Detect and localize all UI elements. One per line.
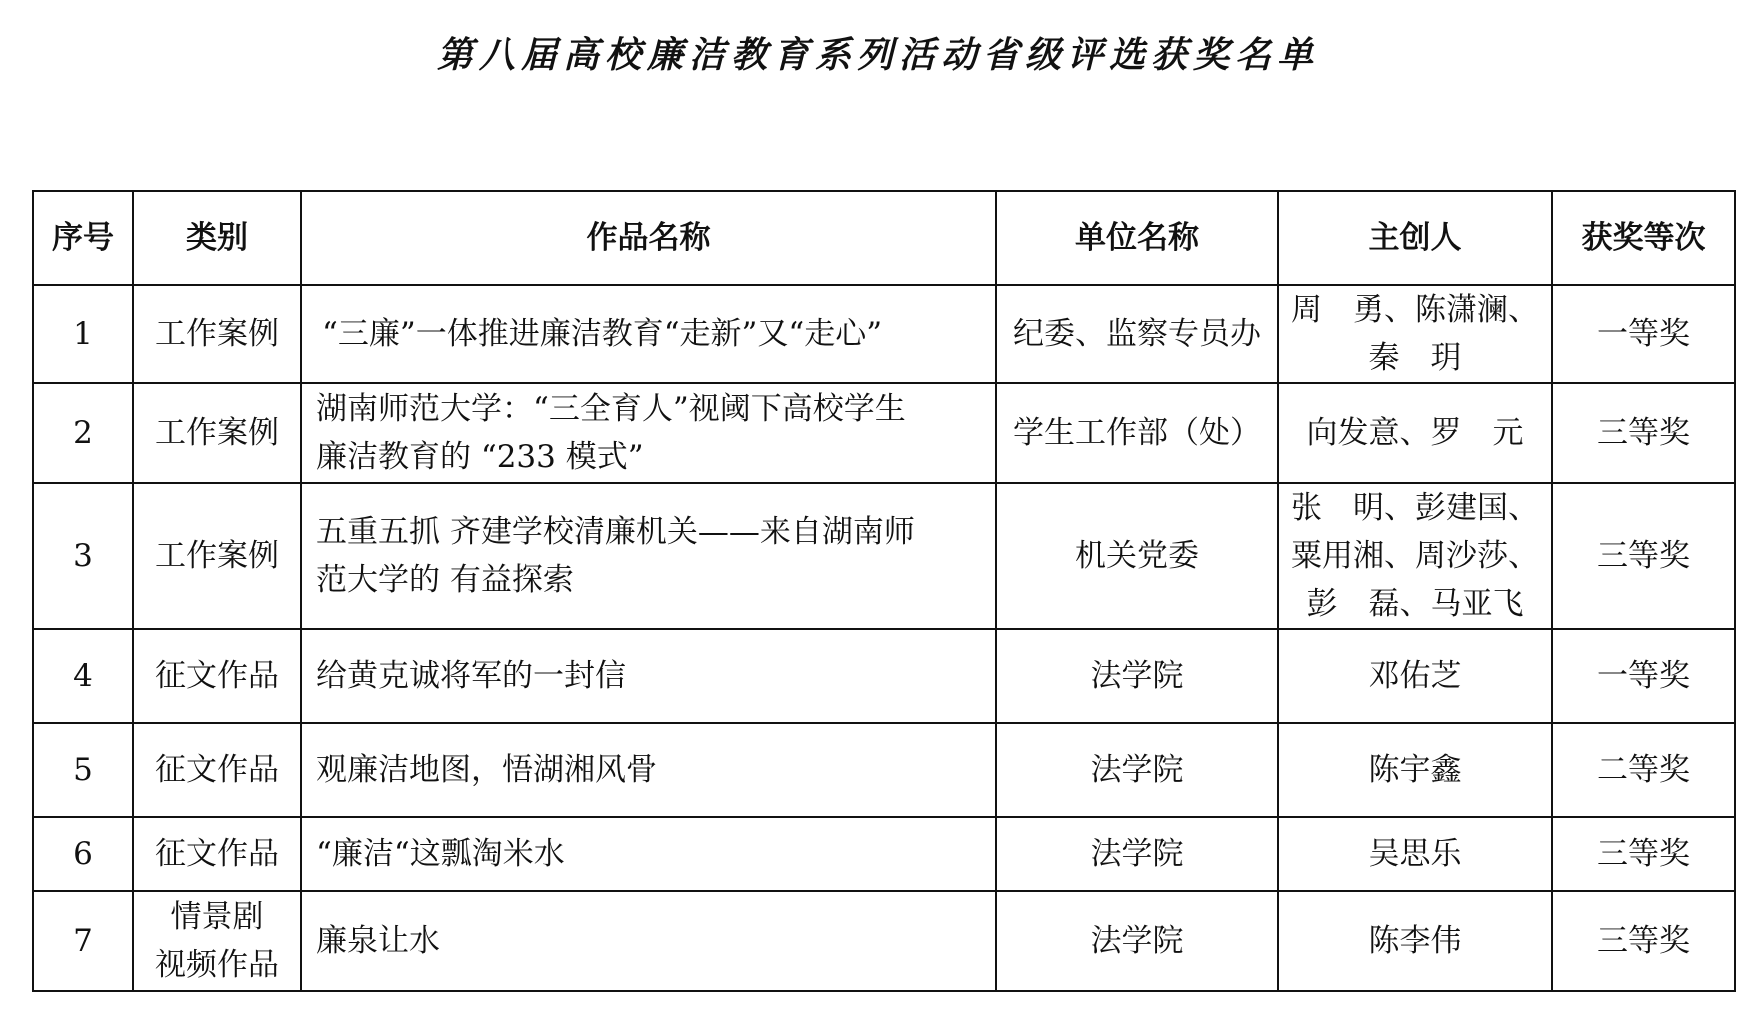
cell-work bbox=[301, 723, 996, 817]
cell-work bbox=[301, 285, 996, 383]
creator-line: 邓佑芝 bbox=[1368, 658, 1462, 694]
work-line: “廉洁“这瓢淘米水 bbox=[316, 836, 565, 872]
cell-unit: 法学院 bbox=[996, 817, 1278, 891]
table-row bbox=[33, 723, 1735, 817]
cell-work bbox=[301, 817, 996, 891]
category-line: 工作案例 bbox=[155, 316, 279, 352]
cell-award: 一等奖 bbox=[1552, 285, 1735, 383]
header-no: 序号 bbox=[33, 191, 133, 285]
creator-line: 秦 玥 bbox=[1368, 340, 1462, 376]
cell-creators bbox=[1278, 285, 1552, 383]
cell-unit: 机关党委 bbox=[996, 483, 1278, 629]
table-row bbox=[33, 629, 1735, 723]
category-line: 征文作品 bbox=[155, 752, 279, 788]
cell-work bbox=[301, 483, 996, 629]
category-line: 工作案例 bbox=[155, 415, 279, 451]
cell-category bbox=[133, 483, 301, 629]
cell-category bbox=[133, 817, 301, 891]
cell-no: 4 bbox=[33, 629, 133, 723]
work-line: 给黄克诚将军的一封信 bbox=[316, 658, 626, 694]
cell-award: 一等奖 bbox=[1552, 629, 1735, 723]
header-work: 作品名称 bbox=[301, 191, 996, 285]
creator-line: 周 勇、陈潇澜、 bbox=[1291, 292, 1539, 328]
table-row bbox=[33, 383, 1735, 483]
category-line: 征文作品 bbox=[155, 658, 279, 694]
cell-unit: 法学院 bbox=[996, 723, 1278, 817]
table-row bbox=[33, 891, 1735, 991]
cell-work bbox=[301, 891, 996, 991]
work-line: “三廉”一体推进廉洁教育“走新”又“走心” bbox=[322, 316, 883, 352]
creator-line: 粟用湘、周沙莎、 bbox=[1291, 538, 1539, 574]
table-row bbox=[33, 483, 1735, 629]
cell-category bbox=[133, 891, 301, 991]
cell-award: 三等奖 bbox=[1552, 483, 1735, 629]
cell-category bbox=[133, 723, 301, 817]
cell-unit: 法学院 bbox=[996, 891, 1278, 991]
header-award: 获奖等次 bbox=[1552, 191, 1735, 285]
cell-work bbox=[301, 629, 996, 723]
cell-category bbox=[133, 383, 301, 483]
cell-no: 7 bbox=[33, 891, 133, 991]
category-line: 视频作品 bbox=[155, 947, 279, 983]
cell-creators bbox=[1278, 629, 1552, 723]
cell-creators bbox=[1278, 817, 1552, 891]
page-title: 第八届高校廉洁教育系列活动省级评选获奖名单 bbox=[436, 34, 1319, 76]
cell-category bbox=[133, 629, 301, 723]
cell-no: 5 bbox=[33, 723, 133, 817]
cell-category bbox=[133, 285, 301, 383]
cell-award: 三等奖 bbox=[1552, 383, 1735, 483]
cell-unit: 法学院 bbox=[996, 629, 1278, 723]
cell-creators bbox=[1278, 891, 1552, 991]
cell-creators bbox=[1278, 483, 1552, 629]
work-line: 范大学的 有益探索 bbox=[316, 562, 574, 598]
creator-line: 向发意、罗 元 bbox=[1306, 415, 1524, 451]
category-line: 工作案例 bbox=[155, 538, 279, 574]
cell-unit: 学生工作部（处） bbox=[996, 383, 1278, 483]
table-row bbox=[33, 285, 1735, 383]
creator-line: 陈李伟 bbox=[1368, 923, 1462, 959]
table-header-row bbox=[33, 191, 1735, 285]
award-table bbox=[32, 190, 1736, 992]
cell-no: 3 bbox=[33, 483, 133, 629]
work-line: 观廉洁地图，悟湖湘风骨 bbox=[316, 752, 657, 788]
cell-unit: 纪委、监察专员办 bbox=[996, 285, 1278, 383]
cell-no: 1 bbox=[33, 285, 133, 383]
category-line: 征文作品 bbox=[155, 836, 279, 872]
cell-no: 2 bbox=[33, 383, 133, 483]
category-line: 情景剧 bbox=[170, 899, 264, 935]
header-category: 类别 bbox=[133, 191, 301, 285]
cell-creators bbox=[1278, 723, 1552, 817]
creator-line: 彭 磊、马亚飞 bbox=[1306, 586, 1524, 622]
cell-award: 二等奖 bbox=[1552, 723, 1735, 817]
creator-line: 陈宇鑫 bbox=[1368, 752, 1462, 788]
cell-award: 三等奖 bbox=[1552, 891, 1735, 991]
header-unit: 单位名称 bbox=[996, 191, 1278, 285]
creator-line: 吴思乐 bbox=[1368, 836, 1462, 872]
work-line: 五重五抓 齐建学校清廉机关——来自湖南师 bbox=[316, 514, 915, 550]
cell-work bbox=[301, 383, 996, 483]
header-creators: 主创人 bbox=[1278, 191, 1552, 285]
work-line: 湖南师范大学：“三全育人”视阈下高校学生 bbox=[316, 391, 906, 427]
cell-no: 6 bbox=[33, 817, 133, 891]
cell-award: 三等奖 bbox=[1552, 817, 1735, 891]
creator-line: 张 明、彭建国、 bbox=[1291, 490, 1539, 526]
cell-creators bbox=[1278, 383, 1552, 483]
work-line: 廉洁教育的 “233 模式” bbox=[316, 439, 644, 475]
work-line: 廉泉让水 bbox=[316, 923, 440, 959]
table-row bbox=[33, 817, 1735, 891]
